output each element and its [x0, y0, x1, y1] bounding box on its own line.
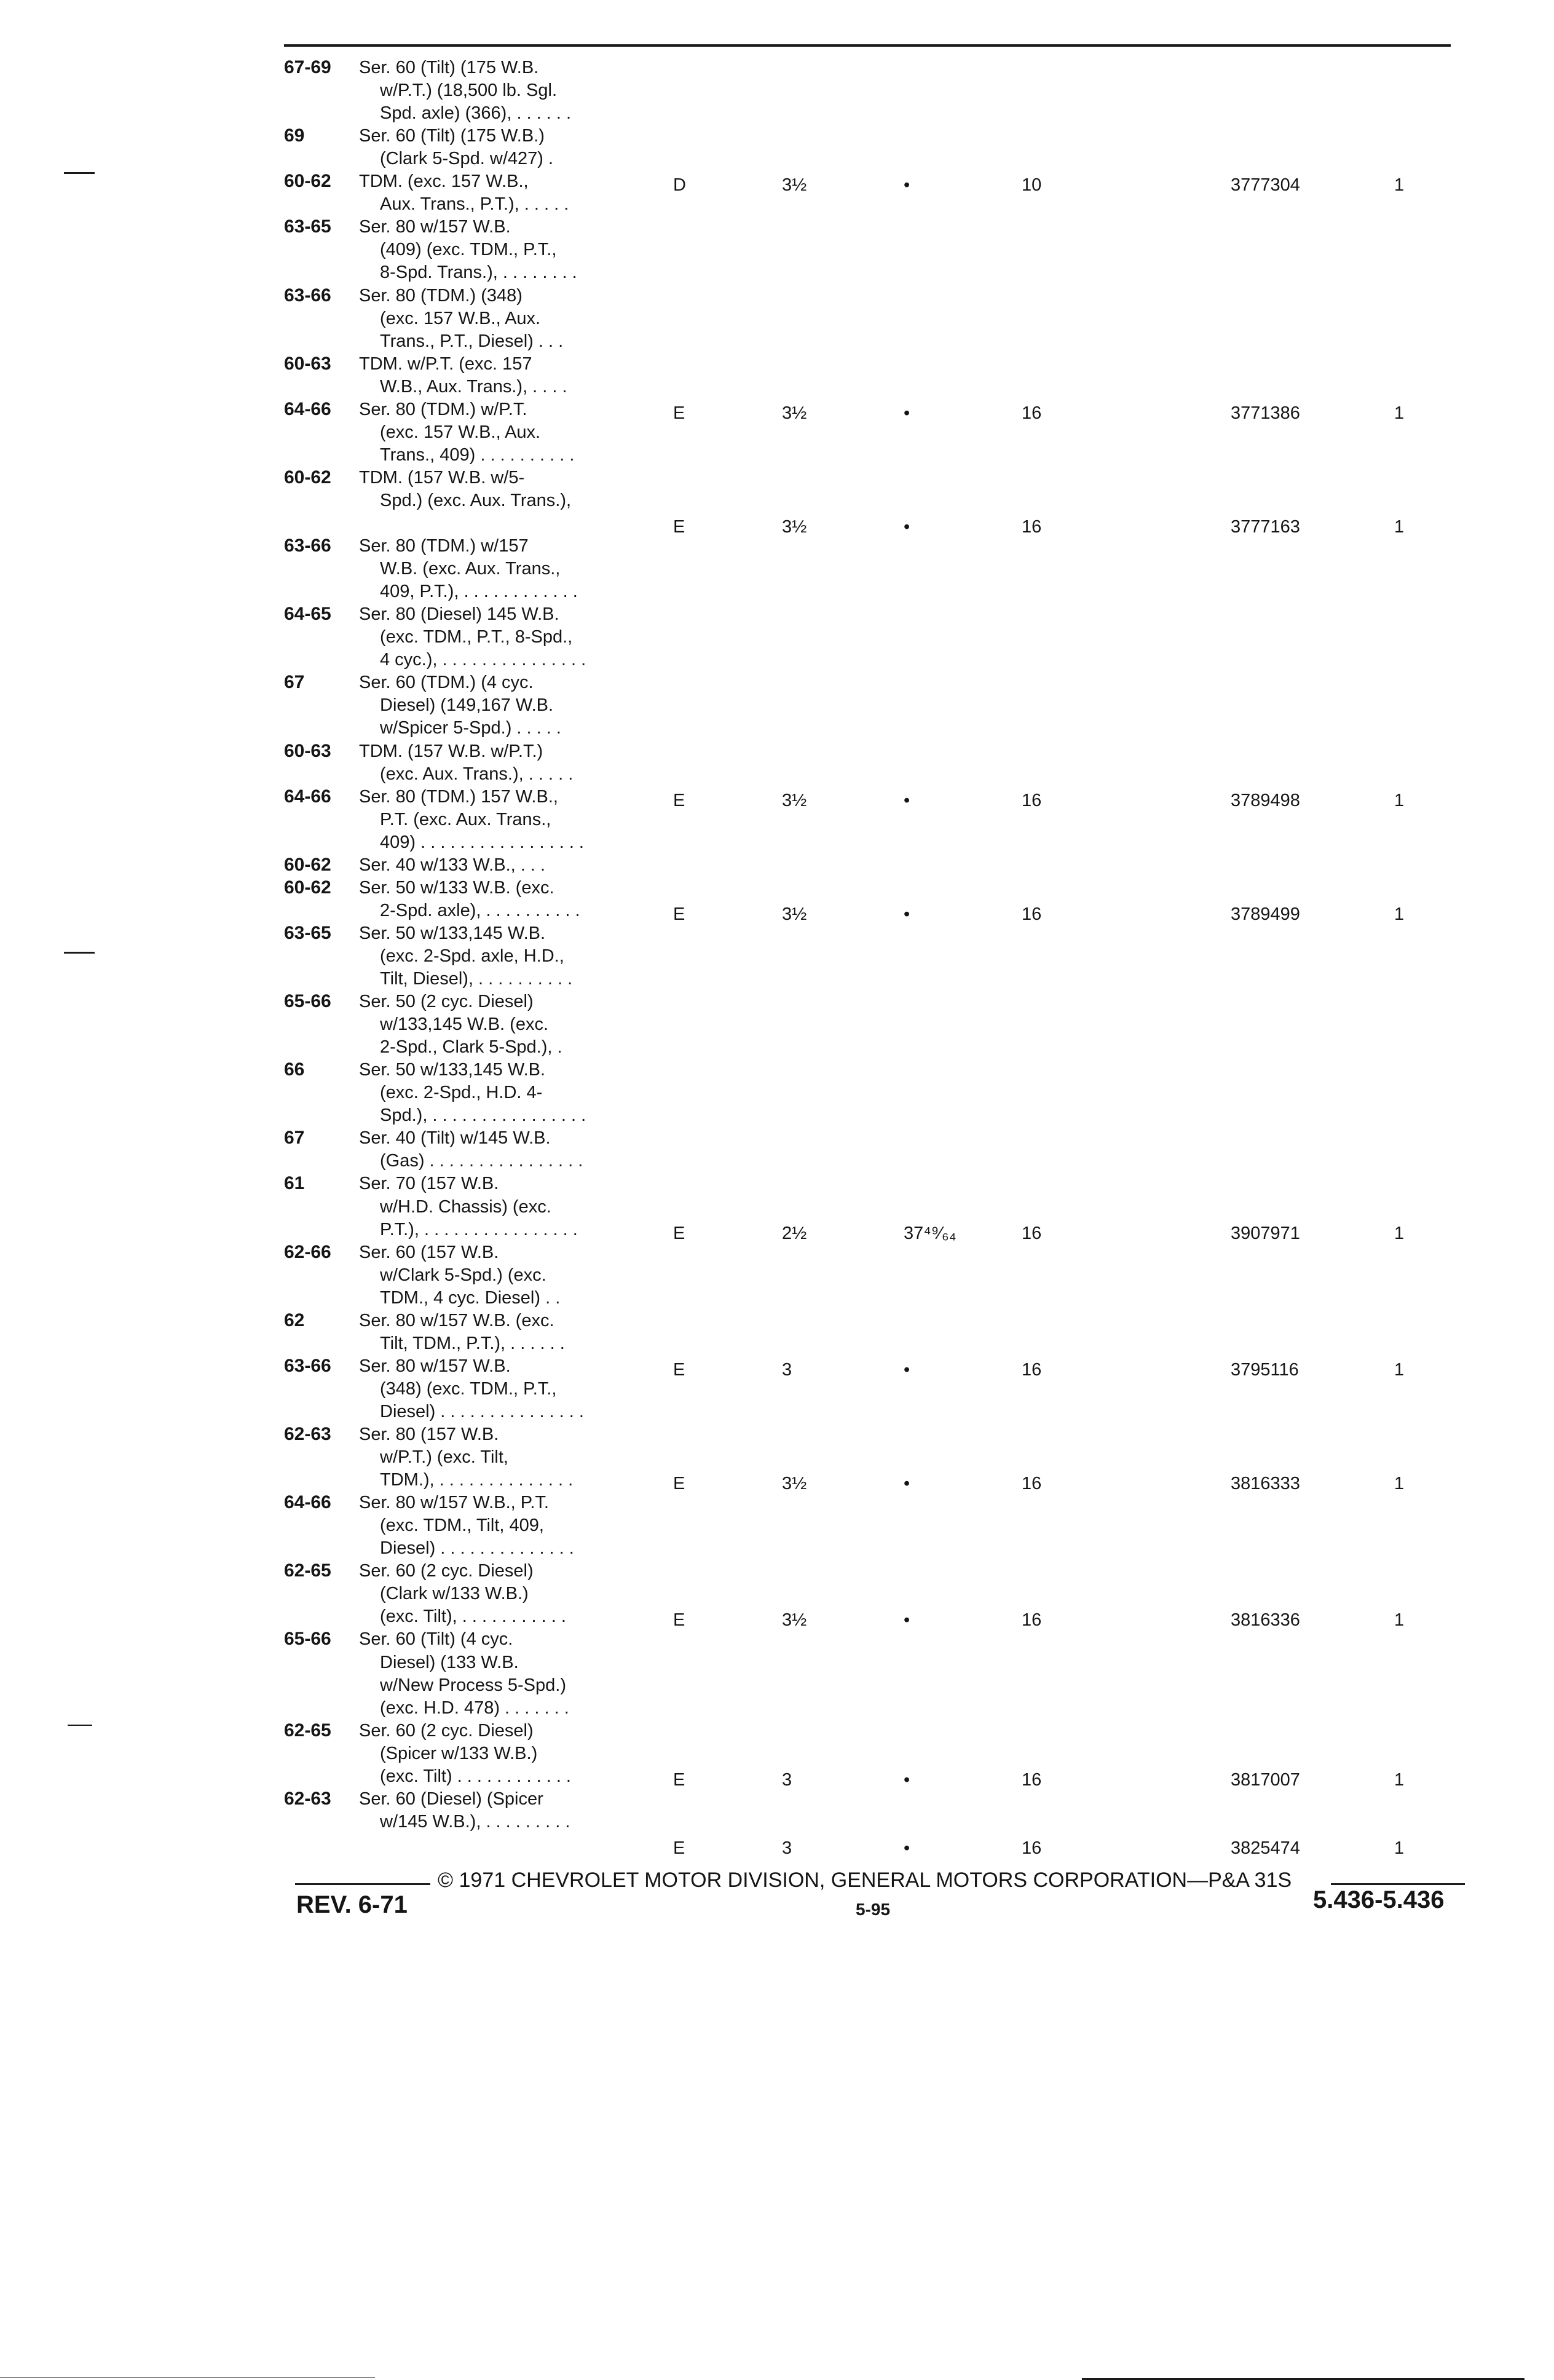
part-width: 2½	[782, 1223, 807, 1243]
entry-years: 66	[284, 1059, 305, 1080]
part-count: 16	[1022, 1474, 1042, 1494]
part-type: E	[673, 1474, 685, 1494]
entry-years: 63-66	[284, 1355, 331, 1376]
entry-description-line: Trans., P.T., Diesel) . . .	[380, 331, 564, 351]
entry-years: 64-65	[284, 604, 331, 625]
entry-description-line: Ser. 40 (Tilt) w/145 W.B.	[359, 1128, 551, 1148]
entry-description-line: Ser. 60 (TDM.) (4 cyc.	[359, 673, 534, 693]
entry-description-line: P.T. (exc. Aux. Trans.,	[380, 809, 551, 829]
part-count: 16	[1022, 904, 1042, 924]
entry-description-line: (Clark 5-Spd. w/427) .	[380, 149, 554, 169]
entry-years: 64-66	[284, 786, 331, 807]
entry-description-line: 2-Spd. axle), . . . . . . . . . .	[380, 900, 580, 920]
entry-description-line: Ser. 50 w/133,145 W.B.	[359, 1060, 546, 1080]
entry-description-line: Ser. 60 (157 W.B.	[359, 1242, 499, 1262]
entry-years: 62	[284, 1310, 305, 1330]
entry-description-line: w/H.D. Chassis) (exc.	[380, 1196, 551, 1217]
entry-description-line: (Clark w/133 W.B.)	[380, 1584, 529, 1604]
part-count: 10	[1022, 175, 1042, 196]
part-width: 3½	[782, 175, 807, 196]
entry-years: 67-69	[284, 57, 331, 77]
entry-description-line: Tilt, TDM., P.T.), . . . . . .	[380, 1333, 565, 1353]
part-width: 3½	[782, 790, 807, 810]
entry-years: 62-63	[284, 1424, 331, 1444]
entry-description-line: TDM. w/P.T. (exc. 157	[359, 354, 532, 374]
entry-description-line: w/P.T.) (exc. Tilt,	[380, 1447, 508, 1468]
entry-description-line: (exc. 2-Spd. axle, H.D.,	[380, 946, 564, 966]
entry-description-line: Diesel) (133 W.B.	[380, 1652, 519, 1672]
part-width: 3	[782, 1838, 792, 1858]
part-width: 3½	[782, 403, 807, 423]
entry-description-line: TDM., 4 cyc. Diesel) . .	[380, 1287, 561, 1308]
entry-description-line: TDM.), . . . . . . . . . . . . . .	[380, 1470, 574, 1490]
part-width: 3	[782, 1359, 792, 1380]
entry-description-line: P.T.), . . . . . . . . . . . . . . . .	[380, 1219, 578, 1239]
entry-years: 65-66	[284, 991, 331, 1012]
entry-description-line: (Gas) . . . . . . . . . . . . . . . .	[380, 1151, 583, 1171]
entry-description-line: (348) (exc. TDM., P.T.,	[380, 1378, 557, 1399]
entry-years: 63-65	[284, 922, 331, 943]
part-type: E	[673, 1359, 685, 1380]
part-type: D	[673, 175, 686, 196]
entry-description-line: 409) . . . . . . . . . . . . . . . . .	[380, 832, 584, 852]
part-count: 16	[1022, 1359, 1042, 1380]
entry-description-line: (exc. H.D. 478) . . . . . . .	[380, 1698, 569, 1718]
part-number: 3789498	[1231, 790, 1300, 810]
entry-description-line: (exc. 2-Spd., H.D. 4-	[380, 1083, 543, 1103]
entry-description-line: w/145 W.B.), . . . . . . . . .	[380, 1811, 570, 1832]
copyright-line: © 1971 CHEVROLET MOTOR DIVISION, GENERAL MOTORS CORPORATION—P&A 31S	[438, 1868, 1292, 1892]
part-quantity: 1	[1394, 517, 1405, 537]
entry-description-line: TDM. (exc. 157 W.B.,	[359, 172, 529, 192]
entry-description-line: Ser. 80 w/157 W.B.	[359, 1356, 511, 1376]
part-quantity: 1	[1394, 1359, 1405, 1380]
entry-description-line: Ser. 60 (Tilt) (4 cyc.	[359, 1629, 513, 1650]
entry-description-line: Ser. 80 (TDM.) w/157	[359, 536, 529, 556]
part-count: 16	[1022, 1838, 1042, 1858]
entry-years: 62-65	[284, 1720, 331, 1741]
part-quantity: 1	[1394, 1223, 1405, 1243]
part-width: 3½	[782, 517, 807, 537]
margin-tick-1	[64, 172, 95, 174]
part-length: •	[904, 1474, 910, 1494]
part-count: 16	[1022, 1223, 1042, 1243]
revision-label: REV. 6-71	[296, 1891, 408, 1918]
part-type: E	[673, 1610, 685, 1631]
entry-years: 69	[284, 125, 305, 146]
entry-description-line: TDM. (157 W.B. w/P.T.)	[359, 741, 543, 761]
entry-years: 60-62	[284, 467, 331, 488]
entry-years: 62-66	[284, 1241, 331, 1262]
part-number: 3777163	[1231, 517, 1300, 537]
entry-description-line: (exc. Tilt), . . . . . . . . . . .	[380, 1607, 566, 1627]
part-count: 16	[1022, 1769, 1042, 1790]
entry-description-line: Ser. 60 (Diesel) (Spicer	[359, 1789, 543, 1809]
entry-description-line: 8-Spd. Trans.), . . . . . . . .	[380, 263, 577, 283]
part-quantity: 1	[1394, 403, 1405, 423]
entry-description-line: Ser. 60 (Tilt) (175 W.B.)	[359, 126, 545, 146]
entry-description-line: Ser. 80 (TDM.) w/P.T.	[359, 399, 527, 419]
entry-years: 67	[284, 1128, 305, 1148]
part-count: 16	[1022, 1610, 1042, 1631]
part-quantity: 1	[1394, 175, 1405, 196]
entry-years: 62-63	[284, 1788, 331, 1809]
entry-years: 67	[284, 672, 305, 693]
entry-description-line: w/New Process 5-Spd.)	[380, 1675, 566, 1695]
part-type: E	[673, 790, 685, 810]
part-length: •	[904, 904, 910, 924]
entry-years: 64-66	[284, 1492, 331, 1513]
bottom-rule-left	[0, 2377, 375, 2378]
part-length: •	[904, 1838, 910, 1858]
entry-description-line: Ser. 80 (TDM.) (348)	[359, 285, 523, 306]
entry-description-line: w/P.T.) (18,500 lb. Sgl.	[380, 81, 558, 101]
entry-description-line: Ser. 60 (2 cyc. Diesel)	[359, 1561, 534, 1581]
entry-description-line: Ser. 60 (Tilt) (175 W.B.	[359, 58, 539, 77]
entry-years: 61	[284, 1173, 305, 1194]
part-number: 3816336	[1231, 1610, 1300, 1631]
margin-tick-3	[68, 1725, 92, 1726]
part-number: 3825474	[1231, 1838, 1300, 1858]
entry-description-line: W.B. (exc. Aux. Trans.,	[380, 559, 561, 579]
part-length: •	[904, 517, 910, 537]
entry-description-line: (exc. 157 W.B., Aux.	[380, 308, 541, 328]
entry-years: 60-63	[284, 740, 331, 761]
entry-description-line: (exc. Tilt) . . . . . . . . . . . .	[380, 1766, 571, 1786]
part-quantity: 1	[1394, 1474, 1405, 1494]
part-width: 3½	[782, 904, 807, 924]
part-number: 3907971	[1231, 1223, 1300, 1243]
entry-description-line: Ser. 50 (2 cyc. Diesel)	[359, 992, 534, 1012]
part-length: •	[904, 175, 910, 196]
part-length: •	[904, 1359, 910, 1380]
part-quantity: 1	[1394, 1610, 1405, 1631]
part-type: E	[673, 1838, 685, 1858]
entry-description-line: Ser. 60 (2 cyc. Diesel)	[359, 1720, 534, 1741]
footer-rule-left	[295, 1883, 430, 1885]
entry-description-line: Spd. axle) (366), . . . . . .	[380, 103, 572, 124]
part-number: 3817007	[1231, 1769, 1300, 1790]
entry-description-line: Ser. 50 w/133,145 W.B.	[359, 923, 546, 943]
entry-description-line: 2-Spd., Clark 5-Spd.), .	[380, 1037, 562, 1058]
entry-description-line: Tilt, Diesel), . . . . . . . . . .	[380, 969, 573, 989]
part-count: 16	[1022, 790, 1042, 810]
page-number: 5-95	[856, 1900, 891, 1919]
entry-description-line: w/133,145 W.B. (exc.	[380, 1014, 549, 1035]
part-length: •	[904, 790, 910, 810]
entry-description-line: 4 cyc.), . . . . . . . . . . . . . . .	[380, 650, 586, 670]
entry-years: 65-66	[284, 1629, 331, 1650]
entry-description-line: Ser. 80 w/157 W.B. (exc.	[359, 1310, 554, 1330]
entry-description-line: TDM. (157 W.B. w/5-	[359, 467, 525, 488]
part-number: 3816333	[1231, 1474, 1300, 1494]
entry-description-line: Trans., 409) . . . . . . . . . .	[380, 445, 575, 465]
part-quantity: 1	[1394, 1838, 1405, 1858]
entry-description-line: (Spicer w/133 W.B.)	[380, 1743, 538, 1763]
entry-years: 63-66	[284, 536, 331, 556]
part-number: 3777304	[1231, 175, 1300, 196]
entry-description-line: Ser. 40 w/133 W.B., . . .	[359, 855, 546, 875]
entry-description-line: Ser. 50 w/133 W.B. (exc.	[359, 877, 554, 898]
entry-description-line: (exc. TDM., P.T., 8-Spd.,	[380, 627, 573, 647]
entry-description-line: (409) (exc. TDM., P.T.,	[380, 240, 557, 260]
entry-description-line: Ser. 80 (TDM.) 157 W.B.,	[359, 786, 558, 807]
part-length: •	[904, 1610, 910, 1631]
entry-description-line: Ser. 80 (157 W.B.	[359, 1425, 499, 1444]
part-type: E	[673, 517, 685, 537]
part-length: •	[904, 1769, 910, 1790]
margin-tick-2	[64, 952, 95, 954]
part-type: E	[673, 1223, 685, 1243]
part-count: 16	[1022, 517, 1042, 537]
entry-description-line: (exc. TDM., Tilt, 409,	[380, 1516, 544, 1536]
entry-description-line: (exc. Aux. Trans.), . . . . .	[380, 764, 574, 784]
entry-description-line: w/Clark 5-Spd.) (exc.	[380, 1265, 546, 1285]
entry-years: 64-66	[284, 398, 331, 419]
top-rule	[284, 44, 1451, 47]
entry-description-line: Ser. 70 (157 W.B.	[359, 1174, 499, 1194]
entry-years: 60-63	[284, 353, 331, 374]
part-length: 37⁴⁹⁄₆₄	[904, 1223, 956, 1243]
entry-description-line: w/Spicer 5-Spd.) . . . . .	[380, 718, 561, 738]
entry-description-line: 409, P.T.), . . . . . . . . . . . .	[380, 582, 578, 602]
entry-years: 60-62	[284, 854, 331, 875]
entry-description-line: Ser. 80 w/157 W.B., P.T.	[359, 1493, 549, 1513]
entry-description-line: (exc. 157 W.B., Aux.	[380, 422, 541, 442]
entry-years: 63-65	[284, 216, 331, 237]
part-quantity: 1	[1394, 1769, 1405, 1790]
entry-description-line: Aux. Trans., P.T.), . . . . .	[380, 194, 569, 215]
entry-years: 60-62	[284, 171, 331, 192]
footer-rule-right	[1331, 1883, 1465, 1885]
entry-description-line: Spd.), . . . . . . . . . . . . . . . .	[380, 1105, 586, 1126]
section-code: 5.436-5.436	[1313, 1886, 1445, 1913]
entry-description-line: Diesel) (149,167 W.B.	[380, 695, 554, 716]
part-width: 3½	[782, 1474, 807, 1494]
entry-description-line: Diesel) . . . . . . . . . . . . . .	[380, 1538, 574, 1559]
part-quantity: 1	[1394, 790, 1405, 810]
part-count: 16	[1022, 403, 1042, 423]
entry-years: 63-66	[284, 285, 331, 306]
part-number: 3771386	[1231, 403, 1300, 423]
entry-description-line: Spd.) (exc. Aux. Trans.),	[380, 490, 572, 510]
part-width: 3	[782, 1769, 792, 1790]
entry-description-line: W.B., Aux. Trans.), . . . .	[380, 376, 567, 397]
part-number: 3789499	[1231, 904, 1300, 924]
entry-description-line: Diesel) . . . . . . . . . . . . . . .	[380, 1401, 584, 1421]
entry-years: 62-65	[284, 1560, 331, 1581]
part-type: E	[673, 403, 685, 423]
part-quantity: 1	[1394, 904, 1405, 924]
part-type: E	[673, 1769, 685, 1790]
part-number: 3795116	[1231, 1359, 1299, 1380]
part-type: E	[673, 904, 685, 924]
entry-description-line: Ser. 80 w/157 W.B.	[359, 217, 511, 237]
entry-description-line: Ser. 80 (Diesel) 145 W.B.	[359, 604, 559, 625]
entry-years: 60-62	[284, 877, 331, 898]
part-length: •	[904, 403, 910, 423]
part-width: 3½	[782, 1610, 807, 1631]
